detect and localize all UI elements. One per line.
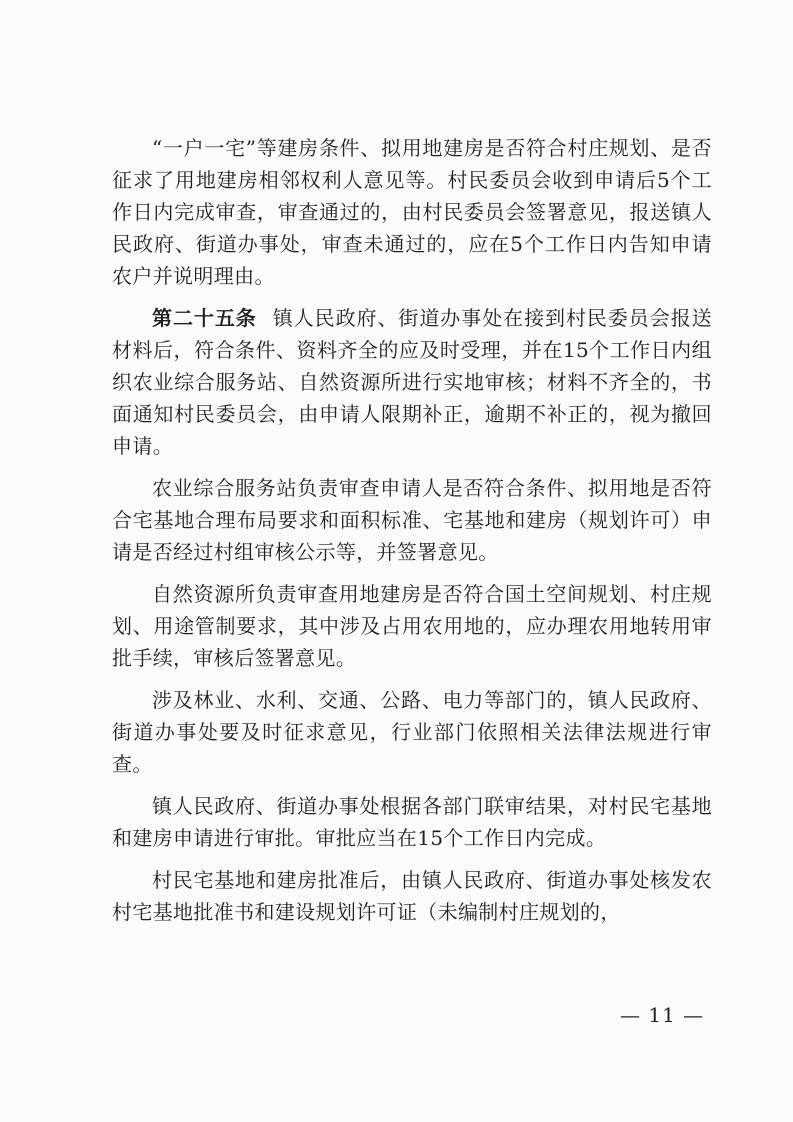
body-text <box>112 132 712 928</box>
paragraph-7: 村民宅基地和建房批准后，由镇人民政府、街道办事处核发农村宅基地批准书和建设规划许可证（未编制村庄规划的， <box>112 868 712 924</box>
paragraph-2-text: 镇人民政府、街道办事处在接到村民委员会报送材料后，符合条件、资料齐全的应及时受理，并在15个工作日内组织农业综合服务站、自然资源所进行实地审核；材料不齐全的，书面通知村民委员会，由申请人限期补正，逾期不补正的，视为撤回申请。 <box>112 306 712 458</box>
article-number: 第二十五条 <box>152 306 257 330</box>
paragraph-2 <box>112 302 712 462</box>
paragraph-5: 涉及林业、水利、交通、公路、电力等部门的，镇人民政府、街道办事处要及时征求意见，行业部门依照相关法律法规进行审查。 <box>112 688 712 776</box>
paragraph-4: 自然资源所负责审查用地建房是否符合国土空间规划、村庄规划、用途管制要求，其中涉及占用农用地的，应办理农用地转用审批手续，审核后签署意见。 <box>112 582 712 670</box>
paragraph-6: 镇人民政府、街道办事处根据各部门联审结果，对村民宅基地和建房申请进行审批。审批应当在15个工作日内完成。 <box>112 794 712 850</box>
paragraph-1: “一户一宅”等建房条件、拟用地建房是否符合村庄规划、是否征求了用地建房相邻权利人意见等。村民委员会收到申请后5个工作日内完成审查，审查通过的，由村民委员会签署意见，报送镇人民政府、街道办事处，审查未通过的，应在5个工作日内告知申请农户并说明理由。 <box>112 136 712 288</box>
page-number: — 11 — <box>620 1003 705 1027</box>
paragraph-3: 农业综合服务站负责审查申请人是否符合条件、拟用地是否符合宅基地合理布局要求和面积标准、宅基地和建房（规划许可）申请是否经过村组审核公示等，并签署意见。 <box>112 476 712 564</box>
